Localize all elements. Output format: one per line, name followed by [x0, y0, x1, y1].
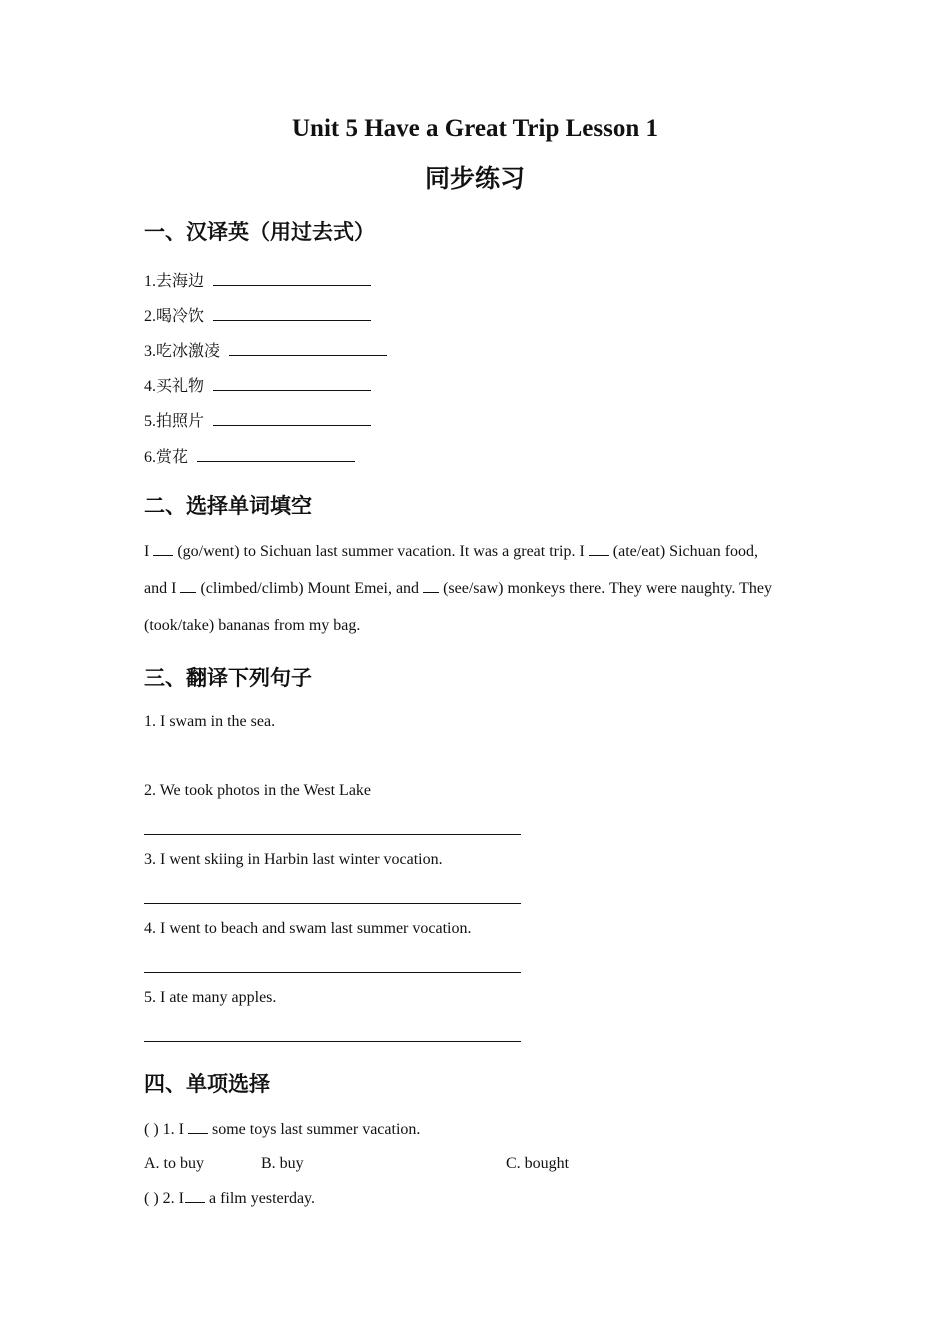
sentence-4: 4. I went to beach and swam last summer vocation.: [144, 920, 472, 937]
answer-blank[interactable]: [213, 411, 371, 426]
question-text: some toys last summer vacation.: [211, 1121, 421, 1138]
item-text: 1.去海边: [144, 273, 205, 290]
answer-blank[interactable]: [213, 376, 371, 391]
fill-blank[interactable]: [589, 543, 609, 556]
paragraph-text: (go/went) to Sichuan last summer vacation. It was a great trip. I: [177, 543, 585, 560]
fill-blank[interactable]: [188, 1121, 208, 1134]
fill-blank[interactable]: [180, 580, 196, 593]
item-text: 3.吃冰激凌: [144, 343, 221, 360]
sentence-5: 5. I ate many apples.: [144, 989, 277, 1006]
section3-heading: 三、翻译下列句子: [144, 666, 312, 690]
fill-in-paragraph: [144, 533, 808, 644]
answer-line[interactable]: [144, 834, 521, 835]
section4-heading: 四、单项选择: [144, 1072, 270, 1096]
paragraph-text: (ate/eat) Sichuan food,: [612, 543, 759, 560]
fill-blank[interactable]: [185, 1190, 205, 1203]
page-subtitle: 同步练习: [424, 164, 525, 193]
paragraph-text: I: [144, 543, 150, 560]
page-title: Unit 5 Have a Great Trip Lesson 1: [292, 115, 658, 142]
item-text: 4.买礼物: [144, 378, 205, 395]
option-b[interactable]: B. buy: [261, 1155, 304, 1172]
sentence-2: 2. We took photos in the West Lake: [144, 782, 372, 799]
option-a[interactable]: A. to buy: [144, 1155, 204, 1172]
paragraph-text: (see/saw) monkeys there. They were naughty. They: [443, 580, 772, 597]
paragraph-text: (climbed/climb) Mount Emei, and: [200, 580, 420, 597]
answer-blank[interactable]: [213, 271, 371, 286]
answer-line[interactable]: [144, 972, 521, 973]
question-text: ( ) 1. I: [144, 1121, 184, 1138]
translation-item-1: [144, 268, 371, 291]
item-text: 2.喝冷饮: [144, 308, 205, 325]
question-text: a film yesterday.: [208, 1190, 316, 1207]
option-c[interactable]: C. bought: [506, 1155, 570, 1172]
question-2: [144, 1190, 315, 1208]
paragraph-text: (took/take) bananas from my bag.: [144, 617, 361, 634]
fill-blank[interactable]: [423, 580, 439, 593]
translation-item-6: [144, 444, 355, 467]
sentence-1: 1. I swam in the sea.: [144, 713, 276, 730]
translation-item-5: [144, 408, 371, 431]
paragraph-text: and I: [144, 580, 177, 597]
question-text: ( ) 2. I: [144, 1190, 184, 1207]
question-1: [144, 1121, 420, 1139]
answer-blank[interactable]: [229, 341, 387, 356]
section1-heading: 一、汉译英（用过去式）: [144, 220, 375, 244]
answer-line[interactable]: [144, 1041, 521, 1042]
section2-heading: 二、选择单词填空: [144, 494, 312, 518]
answer-blank[interactable]: [197, 447, 355, 462]
sentence-3: 3. I went skiing in Harbin last winter vocation.: [144, 851, 443, 868]
item-text: 5.拍照片: [144, 413, 205, 430]
answer-line[interactable]: [144, 903, 521, 904]
item-text: 6.赏花: [144, 449, 189, 466]
fill-blank[interactable]: [153, 543, 173, 556]
answer-blank[interactable]: [213, 306, 371, 321]
translation-item-3: [144, 338, 387, 361]
translation-item-2: [144, 303, 371, 326]
translation-item-4: [144, 373, 371, 396]
